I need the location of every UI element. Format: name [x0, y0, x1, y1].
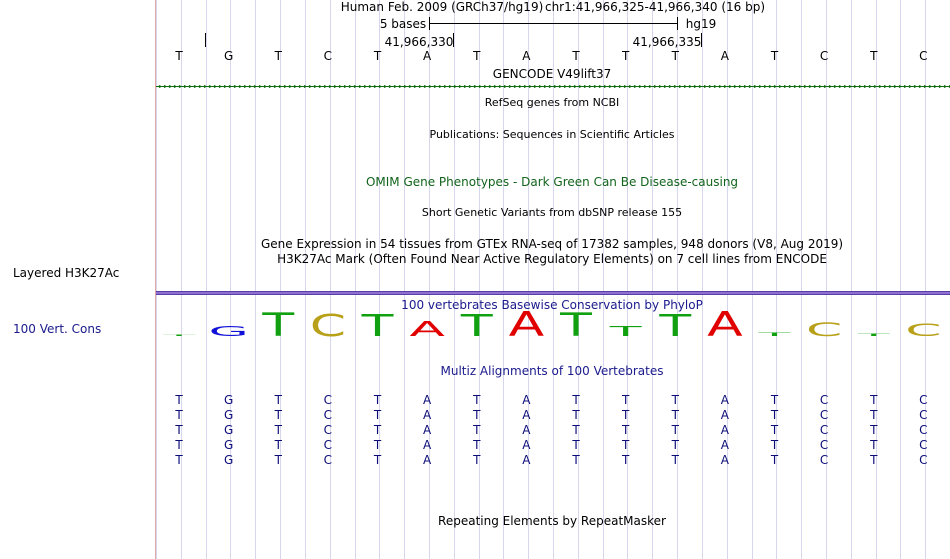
alignment-base: C [819, 393, 829, 407]
gridline [826, 0, 827, 559]
omim-track-title: OMIM Gene Phenotypes - Dark Green Can Be Disease-causing [365, 175, 739, 189]
conservation-track-label[interactable]: 100 Vert. Cons [13, 322, 102, 336]
alignment-base: T [770, 423, 779, 437]
alignment-base: C [323, 408, 333, 422]
conservation-logo [156, 296, 950, 340]
gencode-track-title: GENCODE V49lift37 [492, 67, 612, 81]
alignment-base: T [572, 393, 580, 407]
gridline [355, 0, 356, 559]
alignment-base: C [819, 453, 829, 467]
gridline [181, 0, 182, 559]
gridline [429, 0, 430, 559]
alignment-base: G [223, 453, 234, 467]
alignment-base: T [671, 423, 679, 437]
coordinate-tick [453, 33, 454, 47]
reference-base: A [720, 49, 729, 63]
repeatmasker-track-title: Repeating Elements by RepeatMasker [438, 514, 666, 528]
alignment-base: T [671, 393, 679, 407]
dbsnp-track-title: Short Genetic Variants from dbSNP release 155 [421, 206, 683, 219]
alignment-base: A [423, 408, 432, 422]
alignment-base: A [522, 438, 531, 452]
alignment-base: T [572, 453, 580, 467]
alignment-base: T [621, 438, 630, 452]
gridline [454, 0, 455, 559]
gridline [553, 0, 554, 559]
alignment-base: T [175, 423, 183, 437]
alignment-base: T [274, 438, 282, 452]
alignment-base: G [223, 393, 234, 407]
track-label-panel [0, 0, 155, 559]
reference-base: T [671, 49, 679, 63]
scale-db-text: hg19 [685, 17, 717, 31]
alignment-base: G [223, 438, 234, 452]
alignment-base: T [572, 438, 580, 452]
alignment-base: T [274, 453, 282, 467]
alignment-base: T [473, 438, 481, 452]
assembly-text: Human Feb. 2009 (GRCh37/hg19) [340, 0, 544, 14]
conservation-letter: C [905, 320, 942, 340]
coordinate-335: 41,966,335 [632, 35, 702, 49]
coordinate-330: 41,966,330 [384, 35, 454, 49]
alignment-base: A [720, 438, 729, 452]
alignment-base: A [423, 453, 432, 467]
scale-bases-text: 5 bases [379, 17, 427, 31]
alignment-base: T [621, 453, 630, 467]
reference-base: G [223, 49, 234, 63]
gridline [925, 0, 926, 559]
reference-base: T [175, 49, 183, 63]
gridline [727, 0, 728, 559]
alignment-base: A [522, 453, 531, 467]
conservation-letter: C [309, 308, 347, 340]
alignment-base: C [819, 423, 829, 437]
reference-base: T [274, 49, 282, 63]
gencode-gene-line[interactable] [156, 85, 950, 88]
reference-base: T [373, 49, 382, 63]
alignment-base: C [919, 453, 928, 467]
alignment-base: C [819, 408, 829, 422]
alignment-base: A [423, 393, 432, 407]
alignment-base: T [870, 423, 878, 437]
alignment-base: T [621, 423, 630, 437]
coordinate-tick [205, 33, 206, 47]
conservation-letter: T [560, 307, 592, 340]
gridline [801, 0, 802, 559]
alignment-base: G [223, 423, 234, 437]
gridline [876, 0, 877, 559]
alignment-base: T [770, 438, 779, 452]
gridline [603, 0, 604, 559]
track-image[interactable] [156, 0, 950, 559]
alignment-base: A [720, 408, 729, 422]
alignment-base: T [870, 453, 878, 467]
coordinate-tick [701, 33, 702, 47]
alignment-base: T [671, 408, 679, 422]
alignment-base: T [473, 393, 481, 407]
alignment-base: C [919, 393, 928, 407]
alignment-base: T [175, 393, 183, 407]
reference-base: C [919, 49, 928, 63]
h3k27ac-track-title: H3K27Ac Mark (Often Found Near Active Regulatory Elements) on 7 cell lines from ENCODE [277, 252, 827, 266]
alignment-base: T [274, 408, 282, 422]
gridline [206, 0, 207, 559]
conservation-letter: T [609, 323, 642, 340]
gtex-track-title: Gene Expression in 54 tissues from GTEx RNA-seq of 17382 samples, 948 donors (V8, Aug 2019) [260, 237, 844, 251]
track-separator [156, 291, 950, 295]
reference-base: A [522, 49, 531, 63]
gridline [627, 0, 628, 559]
gridline [528, 0, 529, 559]
conservation-letter: T [659, 308, 692, 340]
alignment-base: T [572, 408, 580, 422]
alignment-base: T [175, 453, 183, 467]
reference-base: T [870, 49, 878, 63]
publications-track-title: Publications: Sequences in Scientific Articles [429, 128, 675, 141]
alignment-base: G [223, 408, 234, 422]
conservation-letter: G [208, 323, 249, 340]
scale-bar-right-tick [677, 17, 678, 30]
alignment-base: C [323, 393, 333, 407]
alignment-base: A [423, 438, 432, 452]
gridline [230, 0, 231, 559]
alignment-base: C [323, 438, 333, 452]
conservation-letter: A [409, 317, 445, 340]
alignment-base: C [919, 438, 928, 452]
alignment-base: T [671, 453, 679, 467]
gridline [305, 0, 306, 559]
reference-base: A [423, 49, 432, 63]
reference-base: T [621, 49, 630, 63]
conservation-letter: T [361, 308, 394, 340]
alignment-base: T [373, 423, 382, 437]
alignment-base: A [720, 423, 729, 437]
alignment-base: A [522, 408, 531, 422]
reference-base: C [323, 49, 333, 63]
reference-base: T [770, 49, 779, 63]
gridline [404, 0, 405, 559]
gridline [156, 0, 157, 559]
gridline [280, 0, 281, 559]
alignment-base: A [720, 393, 729, 407]
alignment-base: T [473, 423, 481, 437]
conservation-letter: T [460, 308, 493, 340]
gridline [379, 0, 380, 559]
conservation-letter: T [163, 334, 195, 337]
gridline [900, 0, 901, 559]
alignment-base: T [621, 393, 630, 407]
gridline [578, 0, 579, 559]
alignment-base: T [870, 408, 878, 422]
reference-base: T [473, 49, 481, 63]
alignment-base: T [671, 438, 679, 452]
alignment-base: T [770, 393, 779, 407]
multiz-track-title: Multiz Alignments of 100 Vertebrates [440, 364, 664, 378]
gridline [330, 0, 331, 559]
conservation-letter: A [707, 305, 743, 340]
gridline [503, 0, 504, 559]
alignment-base: T [770, 453, 779, 467]
conservation-letter: T [857, 332, 890, 337]
alignment-base: T [175, 408, 183, 422]
gridline [255, 0, 256, 559]
gridline [479, 0, 480, 559]
alignment-base: A [522, 393, 531, 407]
scale-bar [429, 23, 677, 24]
alignment-base: C [323, 453, 333, 467]
alignment-base: A [720, 453, 729, 467]
alignment-base: T [274, 423, 282, 437]
gridline [752, 0, 753, 559]
alignment-base: T [373, 408, 382, 422]
gridline [776, 0, 777, 559]
h3k27ac-track-label[interactable]: Layered H3K27Ac [13, 266, 120, 280]
gridline [652, 0, 653, 559]
alignment-base: A [423, 423, 432, 437]
alignment-base: T [770, 408, 779, 422]
alignment-base: T [621, 408, 630, 422]
alignment-base: T [373, 393, 382, 407]
alignment-base: C [919, 423, 928, 437]
conservation-letter: A [508, 305, 545, 340]
alignment-base: T [572, 423, 580, 437]
alignment-base: C [323, 423, 333, 437]
gridline [702, 0, 703, 559]
conservation-letter: C [805, 319, 843, 340]
reference-base: T [572, 49, 580, 63]
position-text: chr1:41,966,325-41,966,340 (16 bp) [544, 0, 766, 14]
alignment-base: T [473, 453, 481, 467]
alignment-base: T [175, 438, 183, 452]
conservation-letter: T [262, 307, 295, 340]
alignment-base: T [373, 453, 382, 467]
alignment-base: T [274, 393, 282, 407]
gridline [851, 0, 852, 559]
alignment-base: T [473, 408, 481, 422]
reference-base: C [819, 49, 829, 63]
conservation-letter: T [758, 331, 791, 338]
alignment-base: T [870, 438, 878, 452]
gridline [677, 0, 678, 559]
alignment-base: T [373, 438, 382, 452]
alignment-base: T [870, 393, 878, 407]
refseq-track-title: RefSeq genes from NCBI [484, 96, 620, 109]
alignment-base: A [522, 423, 531, 437]
alignment-base: C [919, 408, 928, 422]
alignment-base: C [819, 438, 829, 452]
conservation-track-title: 100 vertebrates Basewise Conservation by PhyloP [401, 298, 703, 312]
